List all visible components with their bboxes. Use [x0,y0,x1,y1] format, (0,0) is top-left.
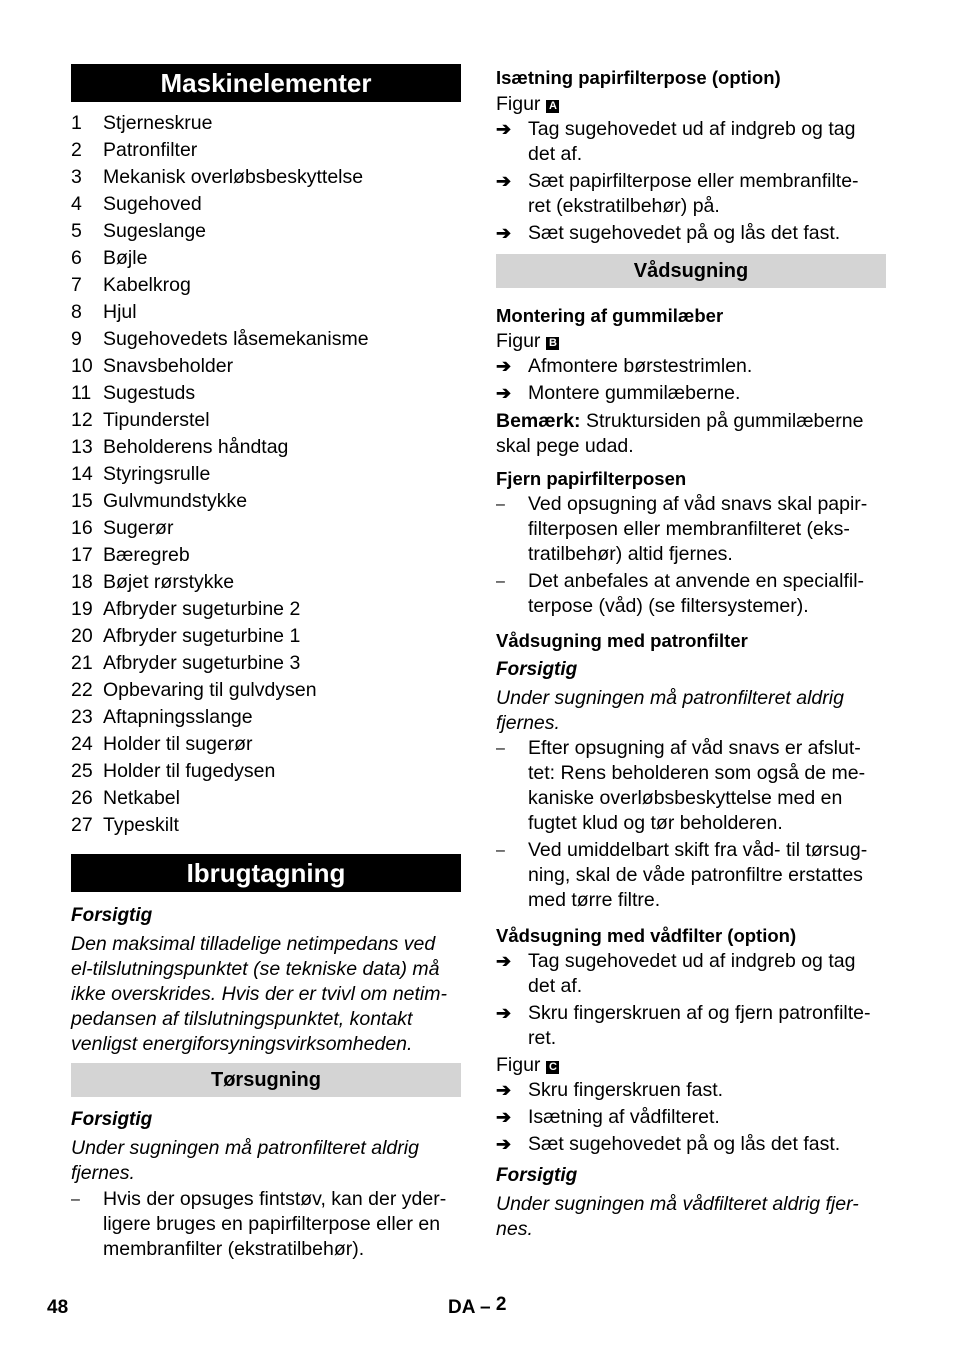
list-item [71,569,461,596]
item-label: Sugeslange [103,220,207,242]
caution-heading: Forsigtig [71,905,153,926]
item-number: 2 [71,139,82,161]
figure-label: Figur [496,1054,541,1076]
caution-line: fjernes. [496,712,560,734]
figure-b-icon: B [546,337,559,350]
dash-marker: – [496,740,505,757]
item-number: 1 [71,112,82,134]
caution-heading: Forsigtig [496,659,578,680]
step-line: Ved umiddelbart skift fra våd- til tørsug- [528,839,868,861]
note [496,409,886,459]
step-line: Det anbefales at anvende en specialfil- [528,570,865,592]
caution-text [71,932,461,1057]
list-item [71,326,461,353]
step-line: fugtet klud og tør beholderen. [528,812,783,834]
item-number: 10 [71,355,93,377]
list-item [71,488,461,515]
section-title-ibrugtagning: Ibrugtagning [71,854,461,892]
wet-filter-heading: Vådsugning med vådfilter (option) [496,925,797,946]
item-label: Patronfilter [103,139,198,161]
caution-line: el-tilslutningspunktet (se tekniske data) må [71,958,440,980]
item-number: 6 [71,247,82,269]
item-number: 14 [71,463,93,485]
list-item [71,650,461,677]
step-item [496,117,886,167]
caution-line: venligst energiforsyningsvirksomheden. [71,1033,413,1055]
figure-ref-c [496,1053,886,1078]
caution-text [71,1136,461,1186]
step-line: Afmontere børstestrimlen. [528,355,753,377]
step-line: Tag sugehovedet ud af indgreb og tag [528,118,856,140]
caution-heading: Forsigtig [496,1165,578,1186]
subsection-title-vadsugning: Vådsugning [496,254,886,288]
item-number: 20 [71,625,93,647]
item-label: Tipunderstel [103,409,210,431]
list-item [71,812,461,839]
step-line: Sæt papirfilterpose eller membranfilte- [528,170,859,192]
step-item [496,354,886,379]
list-item [71,596,461,623]
step-line: ret. [528,1027,557,1049]
step-line: Isætning af vådfilteret. [528,1106,720,1128]
dash-line: membranfilter (ekstratilbehør). [103,1238,365,1260]
arrow-icon: ➔ [496,119,512,139]
list-item [71,785,461,812]
dash-marker: – [71,1191,80,1208]
step-item [496,221,886,246]
dash-item [496,838,886,913]
item-number: 23 [71,706,93,728]
elements-list [71,110,461,839]
item-number: 5 [71,220,82,242]
step-item [496,1105,886,1130]
item-number: 26 [71,787,93,809]
item-label: Sugestuds [103,382,196,404]
caution-line: Under sugningen må vådfilteret aldrig fjer- [496,1193,859,1215]
list-item [71,137,461,164]
list-item [71,245,461,272]
item-label: Afbryder sugeturbine 2 [103,598,301,620]
caution-line: pedansen af tilslutningspunktet, kontakt [71,1008,413,1030]
item-label: Gulvmundstykke [103,490,248,512]
figure-label: Figur [496,93,541,115]
item-label: Bøjet rørstykke [103,571,235,593]
cartridge-wet-heading: Vådsugning med patronfilter [496,630,748,651]
step-line: filterposen eller membranfilteret (eks- [528,518,850,540]
dash-marker: – [496,573,505,590]
caution-line: Under sugningen må patronfilteret aldrig [496,687,844,709]
item-label: Sugehoved [103,193,202,215]
caution-heading: Forsigtig [71,1109,153,1130]
list-item [71,434,461,461]
item-number: 3 [71,166,82,188]
dash-item [496,736,886,836]
item-number: 7 [71,274,82,296]
list-item [71,164,461,191]
arrow-icon: ➔ [496,951,512,971]
list-item [71,542,461,569]
dash-item [496,569,886,619]
step-line: Tag sugehovedet ud af indgreb og tag [528,950,856,972]
item-number: 13 [71,436,93,458]
step-item [496,381,886,406]
caution-text [496,686,886,736]
item-label: Holder til sugerør [103,733,253,755]
item-number: 19 [71,598,93,620]
list-item [71,299,461,326]
caution-line: nes. [496,1218,533,1240]
section-title-maskinelementer: Maskinelementer [71,64,461,102]
step-item [496,1001,886,1051]
item-label: Snavsbeholder [103,355,234,377]
list-item [71,758,461,785]
item-label: Afbryder sugeturbine 1 [103,625,301,647]
step-line: tratilbehør) altid fjernes. [528,543,733,565]
step-line: det af. [528,975,583,997]
step-item [496,1078,886,1103]
item-number: 8 [71,301,82,323]
subsection-title-torsugning: Tørsugning [71,1063,461,1097]
item-number: 18 [71,571,93,593]
list-item [71,704,461,731]
remove-items [496,492,886,621]
item-label: Stjerneskrue [103,112,213,134]
figure-ref-a [496,92,886,117]
figure-a-icon: A [546,100,559,113]
item-label: Hjul [103,301,137,323]
language-code: DA [448,1297,475,1318]
paper-filter-heading: Isætning papirfilterpose (option) [496,67,781,88]
caution-line: fjernes. [71,1162,135,1184]
item-number: 16 [71,517,93,539]
step-item [496,949,886,999]
item-label: Mekanisk overløbsbeskyttelse [103,166,364,188]
note-label: Bemærk: [496,410,581,432]
item-label: Sugehovedets låsemekanisme [103,328,369,350]
page-number: 48 [47,1297,69,1318]
cartridge-items [496,736,886,915]
item-number: 4 [71,193,82,215]
list-item [71,731,461,758]
step-line: Montere gummilæberne. [528,382,741,404]
arrow-icon: ➔ [496,1003,512,1023]
list-item [71,677,461,704]
arrow-icon: ➔ [496,171,512,191]
item-label: Bæregreb [103,544,190,566]
caution-line: Den maksimal tilladelige netimpedans ved [71,933,436,955]
list-item [71,272,461,299]
item-label: Beholderens håndtag [103,436,289,458]
list-item [71,110,461,137]
step-line: Ved opsugning af våd snavs skal papir- [528,493,868,515]
arrow-icon: ➔ [496,1080,512,1100]
sub-page-number: 2 [495,1294,507,1315]
list-item [71,380,461,407]
item-label: Sugerør [103,517,174,539]
caution-line: Under sugningen må patronfilteret aldrig [71,1137,419,1159]
item-label: Styringsrulle [103,463,211,485]
note-text: Struktursiden på gummilæberne [585,410,864,432]
step-line: kaniske overløbsbeskyttelse med en [528,787,843,809]
wetfilter-steps [496,949,886,1053]
rubber-steps [496,354,886,408]
step-line: Sæt sugehovedet på og lås det fast. [528,1133,841,1155]
list-item [71,218,461,245]
figure-c-icon: C [546,1061,559,1074]
arrow-icon: ➔ [496,356,512,376]
remove-paper-filter-heading: Fjern papirfilterposen [496,468,687,489]
dash-line: ligere bruges en papirfilterpose eller en [103,1213,441,1235]
step-item [496,1132,886,1157]
item-number: 11 [71,382,92,404]
note-text: skal pege udad. [496,435,634,457]
arrow-icon: ➔ [496,1107,512,1127]
step-line: ning, skal de våde patronfiltre erstattes [528,864,863,886]
separator: – [480,1297,491,1318]
dash-item [71,1187,493,1262]
arrow-icon: ➔ [496,223,512,243]
step-line: med tørre filtre. [528,889,661,911]
step-line: Sæt sugehovedet på og lås det fast. [528,222,841,244]
page-language-marker [448,1294,507,1319]
dash-line: Hvis der opsuges fintstøv, kan der yder- [103,1188,447,1210]
step-line: det af. [528,143,583,165]
list-item [71,353,461,380]
step-item [496,169,886,219]
arrow-icon: ➔ [496,1134,512,1154]
figure-label: Figur [496,330,541,352]
item-number: 25 [71,760,93,782]
item-label: Holder til fugedysen [103,760,276,782]
item-label: Opbevaring til gulvdysen [103,679,317,701]
caution-text [496,1192,886,1242]
step-line: tet: Rens beholderen som også de me- [528,762,866,784]
step-line: terpose (våd) (se filtersystemer). [528,595,809,617]
item-label: Typeskilt [103,814,179,836]
step-line: ret (ekstratilbehør) på. [528,195,720,217]
step-line: Skru fingerskruen fast. [528,1079,724,1101]
step-line: Efter opsugning af våd snavs er afslut- [528,737,861,759]
caution-line: ikke overskrides. Hvis der er tvivl om netim- [71,983,448,1005]
dash-marker: – [496,496,505,513]
figure-ref-b [496,329,886,354]
arrow-icon: ➔ [496,383,512,403]
wetfilter-steps [496,1078,886,1159]
step-line: Skru fingerskruen af og fjern patronfilte- [528,1002,871,1024]
item-label: Kabelkrog [103,274,191,296]
item-number: 21 [71,652,93,674]
list-item [71,191,461,218]
item-number: 12 [71,409,93,431]
paper-steps [496,117,886,248]
list-item [71,461,461,488]
item-number: 22 [71,679,93,701]
item-number: 24 [71,733,93,755]
rubber-lips-heading: Montering af gummilæber [496,305,724,326]
item-number: 17 [71,544,93,566]
item-number: 27 [71,814,93,836]
item-number: 9 [71,328,82,350]
dash-item [496,492,886,567]
list-item [71,407,461,434]
item-label: Aftapningsslange [103,706,253,728]
item-label: Netkabel [103,787,180,809]
item-label: Bøjle [103,247,148,269]
left-column [71,0,461,1260]
list-item [71,515,461,542]
item-number: 15 [71,490,93,512]
list-item [71,623,461,650]
item-label: Afbryder sugeturbine 3 [103,652,301,674]
dash-marker: – [496,842,505,859]
